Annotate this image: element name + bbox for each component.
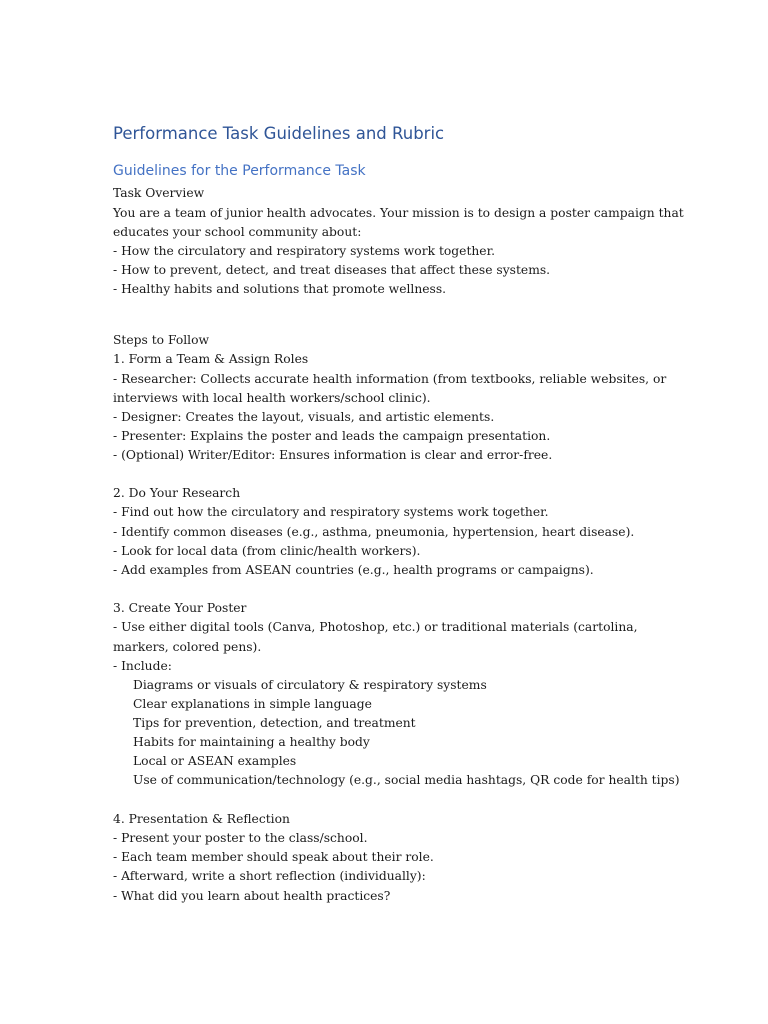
overview-bullet: - How to prevent, detect, and treat diseases that affect these systems.	[113, 263, 551, 277]
step1-line: - Presenter: Explains the poster and leads the campaign presentation.	[113, 429, 551, 443]
step4-line: - What did you learn about health practices?	[113, 889, 391, 903]
include-item: Tips for prevention, detection, and treatment	[133, 716, 416, 730]
step4-line: - Present your poster to the class/school.	[113, 831, 368, 845]
step1-line: interviews with local health workers/school clinic).	[113, 391, 431, 405]
include-item: Habits for maintaining a healthy body	[133, 735, 370, 749]
step1-line: - Designer: Creates the layout, visuals, and artistic elements.	[113, 410, 495, 424]
step4-heading: 4. Presentation & Reflection	[113, 812, 290, 826]
overview-heading: Task Overview	[113, 186, 205, 200]
section-heading: Guidelines for the Performance Task	[113, 163, 366, 179]
step1-line: - (Optional) Writer/Editor: Ensures information is clear and error-free.	[113, 448, 553, 462]
step2-heading: 2. Do Your Research	[113, 486, 241, 500]
step4-line: - Afterward, write a short reflection (individually):	[113, 869, 426, 883]
overview-bullet: - How the circulatory and respiratory systems work together.	[113, 244, 496, 258]
document-title: Performance Task Guidelines and Rubric	[113, 124, 445, 143]
include-item: Use of communication/technology (e.g., social media hashtags, QR code for health tips)	[133, 773, 680, 787]
step2-line: - Look for local data (from clinic/health workers).	[113, 544, 421, 558]
step4-line: - Each team member should speak about their role.	[113, 850, 434, 864]
include-item: Local or ASEAN examples	[133, 754, 297, 768]
step3-line: - Include:	[113, 659, 172, 673]
step2-line: - Find out how the circulatory and respiratory systems work together.	[113, 505, 549, 519]
step3-line: - Use either digital tools (Canva, Photoshop, etc.) or traditional materials (cartolina,	[113, 620, 638, 634]
step3-line: markers, colored pens).	[113, 640, 262, 654]
step2-line: - Add examples from ASEAN countries (e.g., health programs or campaigns).	[113, 563, 594, 577]
include-item: Diagrams or visuals of circulatory & respiratory systems	[133, 678, 487, 692]
overview-bullet: - Healthy habits and solutions that promote wellness.	[113, 282, 447, 296]
steps-heading: Steps to Follow	[113, 333, 210, 347]
step2-line: - Identify common diseases (e.g., asthma, pneumonia, hypertension, heart disease).	[113, 525, 635, 539]
overview-intro-line: You are a team of junior health advocates. Your mission is to design a poster campaign that	[113, 206, 684, 220]
step1-heading: 1. Form a Team & Assign Roles	[113, 352, 309, 366]
include-item: Clear explanations in simple language	[133, 697, 372, 711]
overview-intro-line: educates your school community about:	[113, 225, 362, 239]
step3-heading: 3. Create Your Poster	[113, 601, 247, 615]
step1-line: - Researcher: Collects accurate health information (from textbooks, reliable websites, or	[113, 372, 667, 386]
